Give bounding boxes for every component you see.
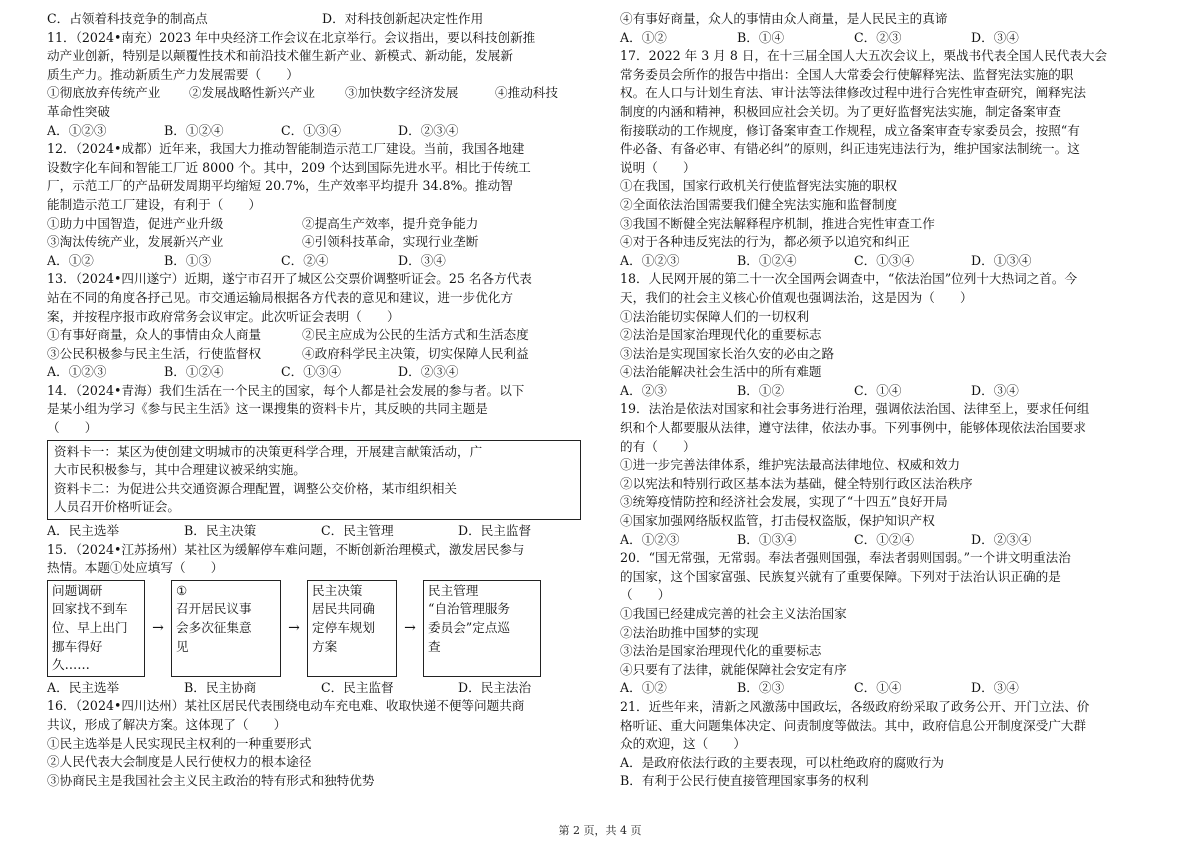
flow-diagram <box>47 580 602 677</box>
question-21 <box>620 698 1160 791</box>
stem-line: 19．法治是依法对国家和社会事务进行治理，强调依法治国、法律至上，要求任何组 <box>620 401 1090 417</box>
flow-text: 居民共同确 <box>312 601 375 617</box>
stem-line: 15．（2024•江苏扬州）某社区为缓解停车难问题，不断创新治理模式，激发居民参与 <box>47 541 525 557</box>
statement: ②人民代表大会制度是人民行使权力的根本途径 <box>47 754 312 770</box>
option-d: D．对科技创新起决定性作用 <box>322 11 484 26</box>
statement: ③统筹疫情防控和经济社会发展，实现了“十四五”良好开局 <box>620 494 948 510</box>
stem-line: 21．近些年来，清新之风激荡中国政坛，各级政府纷采取了政务公开、开门立法、价 <box>620 698 1090 714</box>
arrow-icon: → <box>404 620 416 636</box>
arrow-icon: → <box>288 620 300 636</box>
stem-line: 16．（2024•四川达州）某社区居民代表围绕电动车充电难、收取快递不便等问题共商 <box>47 698 525 714</box>
statement: ②提高生产效率，提升竞争能力 <box>302 215 479 231</box>
stem-line: 12．（2024•成都）近年来，我国大力推动智能制造示范工厂建设。当前，我国各地建 <box>47 141 525 157</box>
flow-text: ① <box>176 582 188 598</box>
material-line: 大市民积极参与，其中合理建议被采纳实施。 <box>54 462 306 478</box>
statement: ③公民积极参与民主生活，行使监督权 <box>47 345 262 361</box>
statements <box>47 84 602 103</box>
option-a: A．①②③ <box>47 364 107 380</box>
option-d: D．③④ <box>398 252 446 268</box>
stem-line: 衔接联动的工作规度，修订备案审查工作规程，成立备案审查专家委员会，按照“有 <box>620 122 1080 138</box>
option-a: A．①② <box>620 29 667 45</box>
page-footer: 第 2 页，共 4 页 <box>558 824 642 837</box>
statement: ①法治能切实保障人们的一切权利 <box>620 308 809 324</box>
statement: ③加快数字经济发展 <box>345 85 459 101</box>
option-a: A．①②③ <box>620 252 680 268</box>
options <box>620 531 1160 550</box>
statement: ③协商民主是我国社会主义民主政治的特有形式和独特优势 <box>47 772 375 788</box>
statement: ②发展战略性新兴产业 <box>189 85 315 101</box>
option-c: C．②④ <box>281 252 329 268</box>
flow-box-management <box>423 580 541 677</box>
option-b: B．①④ <box>737 29 785 45</box>
options <box>620 382 1160 401</box>
statement: ②法治是国家治理现代化的重要标志 <box>620 327 822 343</box>
statement: ③法治是国家治理现代化的重要标志 <box>620 643 822 659</box>
option-c: C．占领着科技竞争的制高点 <box>47 11 208 26</box>
stem-line: 织和个人都要服从法律，遵守法律，依法办事。下列事例中，能够体现依法治国要求 <box>620 420 1086 436</box>
stem-line: 11．（2024•南充）2023 年中央经济工作会议在北京举行。会议指出，要以科技创新推 <box>47 29 536 45</box>
option-b: B．①②④ <box>164 364 224 380</box>
flow-text: 问题调研 <box>52 582 103 598</box>
material-line: 资料卡二：为促进公共交通资源合理配置，调整公交价格，某市组织相关 <box>54 480 457 496</box>
q16-options <box>620 29 1160 48</box>
option-b: B．①③ <box>164 252 212 268</box>
stem-line: 站在不同的角度各抒己见。市交通运输局根据各方代表的意见和建议，进一步优化方 <box>47 289 513 305</box>
flow-text: 会多次征集意 <box>176 620 252 635</box>
option-c: C．①③④ <box>281 122 342 138</box>
material-line: 人员召开价格听证会。 <box>54 499 180 515</box>
flow-text: 召开居民议事 <box>176 601 252 617</box>
option-b: B．①② <box>737 382 785 398</box>
question-17 <box>620 47 1160 270</box>
option-b: B．①②④ <box>164 122 224 138</box>
statement: ①有事好商量，众人的事情由众人商量 <box>47 327 262 343</box>
options <box>47 522 602 541</box>
option-b: B．有利于公民行使直接管理国家事务的权利 <box>620 773 869 789</box>
stem-line: 权。在人口与计划生育法、审计法等法律修改过程中进行合宪性审查研究，阐释宪法 <box>620 85 1086 101</box>
statement: ②全面依法治国需要我们健全宪法实施和监督制度 <box>620 196 898 212</box>
option-a: A．民主选举 <box>47 523 120 539</box>
statement: ①在我国，国家行政机关行使监督宪法实施的职权 <box>620 178 898 194</box>
option-a: A．①② <box>47 252 94 268</box>
option-a: A．①②③ <box>47 122 107 138</box>
option-d: D．②③④ <box>398 122 459 138</box>
left-column <box>47 10 602 790</box>
option-d: D．③④ <box>971 29 1019 45</box>
statement-cont: 革命性突破 <box>47 103 110 119</box>
statement: ①我国已经建成完善的社会主义法治国家 <box>620 606 847 621</box>
question-15 <box>47 541 602 698</box>
question-16 <box>47 697 602 790</box>
stem-line: 质生产力。推动新质生产力发展需要（ ） <box>47 66 299 82</box>
flow-box-research <box>47 580 145 677</box>
options <box>620 679 1160 698</box>
option-c: C．①③④ <box>854 252 915 268</box>
stem-line: 厂，示范工厂的产品研发周期平均缩短 20.7%，生产效率平均提升 34.8%。推动智 <box>47 178 513 194</box>
option-b: B．②③ <box>737 680 785 696</box>
stem-line: 案，并按程序报市政府常务会议审定。此次听证会表明（ ） <box>47 308 400 324</box>
question-14 <box>47 382 602 541</box>
option-d: D．③④ <box>971 680 1019 696</box>
question-18 <box>620 270 1160 400</box>
option-a: A．②③ <box>620 382 667 398</box>
flow-text: 委员会”定点巡 <box>428 620 511 635</box>
question-12 <box>47 140 602 270</box>
options <box>47 679 602 698</box>
option-b: B．民主决策 <box>184 523 257 539</box>
question-20 <box>620 549 1160 698</box>
question-13 <box>47 270 602 382</box>
statement: ②以宪法和特别行政区基本法为基础，健全特别行政区法治秩序 <box>620 475 973 491</box>
flow-text: 民主管理 <box>428 582 479 598</box>
flow-text: “自治管理服务 <box>428 601 511 617</box>
option-d: D．②③④ <box>971 531 1032 547</box>
statement: ④有事好商量，众人的事情由众人商量，是人民民主的真谛 <box>620 11 948 26</box>
stem-line: 18．人民网开展的第二十一次全国两会调查中，“依法治国”位列十大热词之首。今 <box>620 271 1078 287</box>
options <box>47 122 602 141</box>
option-a: A．①② <box>620 680 667 696</box>
statement: ④引领科技革命，实现行业垄断 <box>302 234 479 250</box>
statement: ④只要有了法律，就能保障社会安定有序 <box>620 661 847 677</box>
stem-line: 的有（ ） <box>620 438 696 454</box>
option-c: C．②③ <box>854 29 902 45</box>
statement: ③我国不断健全宪法解释程序机制，推进合宪性审查工作 <box>620 215 935 231</box>
flow-text: 方案 <box>312 638 338 654</box>
stem-line: 13．（2024•四川遂宁）近期，遂宁市召开了城区公交票价调整听证会。25 名各方代表 <box>47 271 532 287</box>
arrow-icon: → <box>152 620 164 636</box>
statement: ②民主应成为公民的生活方式和生活态度 <box>302 327 529 343</box>
option-a: A．①②③ <box>620 531 680 547</box>
stem-line: 天，我们的社会主义核心价值观也强调法治，这是因为（ ） <box>620 289 973 305</box>
stem-line: 共议，形成了解决方案。这体现了（ ） <box>47 716 287 732</box>
flow-box-decision <box>307 580 397 677</box>
options <box>620 252 1160 271</box>
flow-text: 见 <box>176 638 189 654</box>
option-c: C．①②④ <box>854 531 915 547</box>
flow-text: 挪车得好 <box>52 638 103 654</box>
stem-line: 热情。本题①处应填写（ ） <box>47 560 224 576</box>
options <box>47 252 602 271</box>
option-d: D．③④ <box>971 382 1019 398</box>
option-d: D．①③④ <box>971 252 1032 268</box>
statement: ④政府科学民主决策，切实保障人民利益 <box>302 345 529 361</box>
stem-line: 17．2022 年 3 月 8 日，在十三届全国人大五次会议上，栗战书代表全国人民代表大会 <box>620 48 1108 64</box>
flow-text: 位、早上出门 <box>52 620 128 635</box>
option-c: C．①③④ <box>281 364 342 380</box>
option-a: A．是政府依法行政的主要表现，可以杜绝政府的腐败行为 <box>620 754 944 770</box>
stem-line: 动产业创新，特别是以颠覆性技术和前沿技术催生新产业、新模式、新动能，发展新 <box>47 48 513 64</box>
statement: ①民主选举是人民实现民主权利的一种重要形式 <box>47 735 312 751</box>
stem-line: 能制造示范工厂建设，有利于（ ） <box>47 196 262 212</box>
option-c: C．①④ <box>854 382 902 398</box>
q10-options <box>47 10 602 29</box>
stem-line: 是某小组为学习《参与民主生活》这一课搜集的资料卡片，其反映的共同主题是 <box>47 401 488 417</box>
option-b: B．①③④ <box>737 531 797 547</box>
stem-line: 常务委员会所作的报告中指出：全国人大常委会行使解释宪法、监督宪法实施的职 <box>620 66 1074 82</box>
stem-line: 设数字化车间和智能工厂近 8000 个。其中，209 个达到国际先进水平。相比于传统工 <box>47 159 531 175</box>
stem-line: 的国家，这个国家富强、民族复兴就有了重要保障。下列对于法治认识正确的是 <box>620 568 1061 584</box>
option-a: A．民主选举 <box>47 679 120 695</box>
flow-text: 民主决策 <box>312 582 363 598</box>
stem-line: 格听证、重大问题集体决定、问责制度等做法。其中，政府信息公开制度深受广大群 <box>620 717 1086 733</box>
option-d: D．②③④ <box>398 364 459 380</box>
stem-line: （ ） <box>620 587 671 603</box>
stem-line: 众的欢迎，这（ ） <box>620 736 746 752</box>
statements <box>47 326 602 363</box>
flow-box-blank <box>171 580 281 677</box>
statement: ④法治能解决社会生活中的所有难题 <box>620 364 822 380</box>
flow-text: 久…… <box>52 657 90 673</box>
flow-text: 查 <box>428 638 441 654</box>
right-column <box>620 10 1160 791</box>
stem-line: （ ） <box>47 420 98 436</box>
option-d: D．民主监督 <box>458 523 532 539</box>
question-11 <box>47 29 602 141</box>
stem-line: 件必备、有备必审、有错必纠”的原则，纠正违宪违法行为，维护国家法制统一。这 <box>620 141 1080 157</box>
option-d: D．民主法治 <box>458 679 532 695</box>
material-line: 资料卡一：某区为使创建文明城市的决策更科学合理，开展建言献策活动，广 <box>54 443 483 459</box>
statement: ①彻底放弃传统产业 <box>47 85 161 101</box>
statement: ④国家加强网络版权监管，打击侵权盗版，保护知识产权 <box>620 513 935 529</box>
option-b: B．民主协商 <box>184 679 257 695</box>
options <box>47 363 602 382</box>
stem-line: 说明（ ） <box>620 159 696 175</box>
option-c: C．民主监督 <box>321 679 394 695</box>
statement: ④对于各种违反宪法的行为，都必须予以追究和纠正 <box>620 234 910 250</box>
flow-text: 定停车规划 <box>312 620 375 635</box>
statement: ③法治是实现国家长治久安的必由之路 <box>620 345 835 361</box>
stem-line: 制度的内涵和精神，积极回应社会关切。为了更好监督宪法实施，制定备案审查 <box>620 103 1061 119</box>
option-c: C．①④ <box>854 680 902 696</box>
statement: ①进一步完善法律体系，维护宪法最高法律地位、权威和效力 <box>620 457 961 473</box>
option-c: C．民主管理 <box>321 523 394 539</box>
stem-line: 14．（2024•青海）我们生活在一个民主的国家，每个人都是社会发展的参与者。以下 <box>47 382 525 398</box>
stem-line: 20．“国无常强，无常弱。奉法者强则国强，奉法者弱则国弱。”一个讲文明重法治 <box>620 550 1071 566</box>
statement: ②法治助推中国梦的实现 <box>620 624 759 640</box>
statement: ④推动科技 <box>495 85 558 101</box>
statement: ①助力中国智造，促进产业升级 <box>47 215 224 231</box>
statements <box>47 215 602 252</box>
material-box <box>47 440 581 520</box>
flow-text: 回家找不到车 <box>52 601 128 617</box>
statement: ③淘汰传统产业，发展新兴产业 <box>47 234 224 250</box>
question-19 <box>620 400 1160 549</box>
option-b: B．①②④ <box>737 252 797 268</box>
